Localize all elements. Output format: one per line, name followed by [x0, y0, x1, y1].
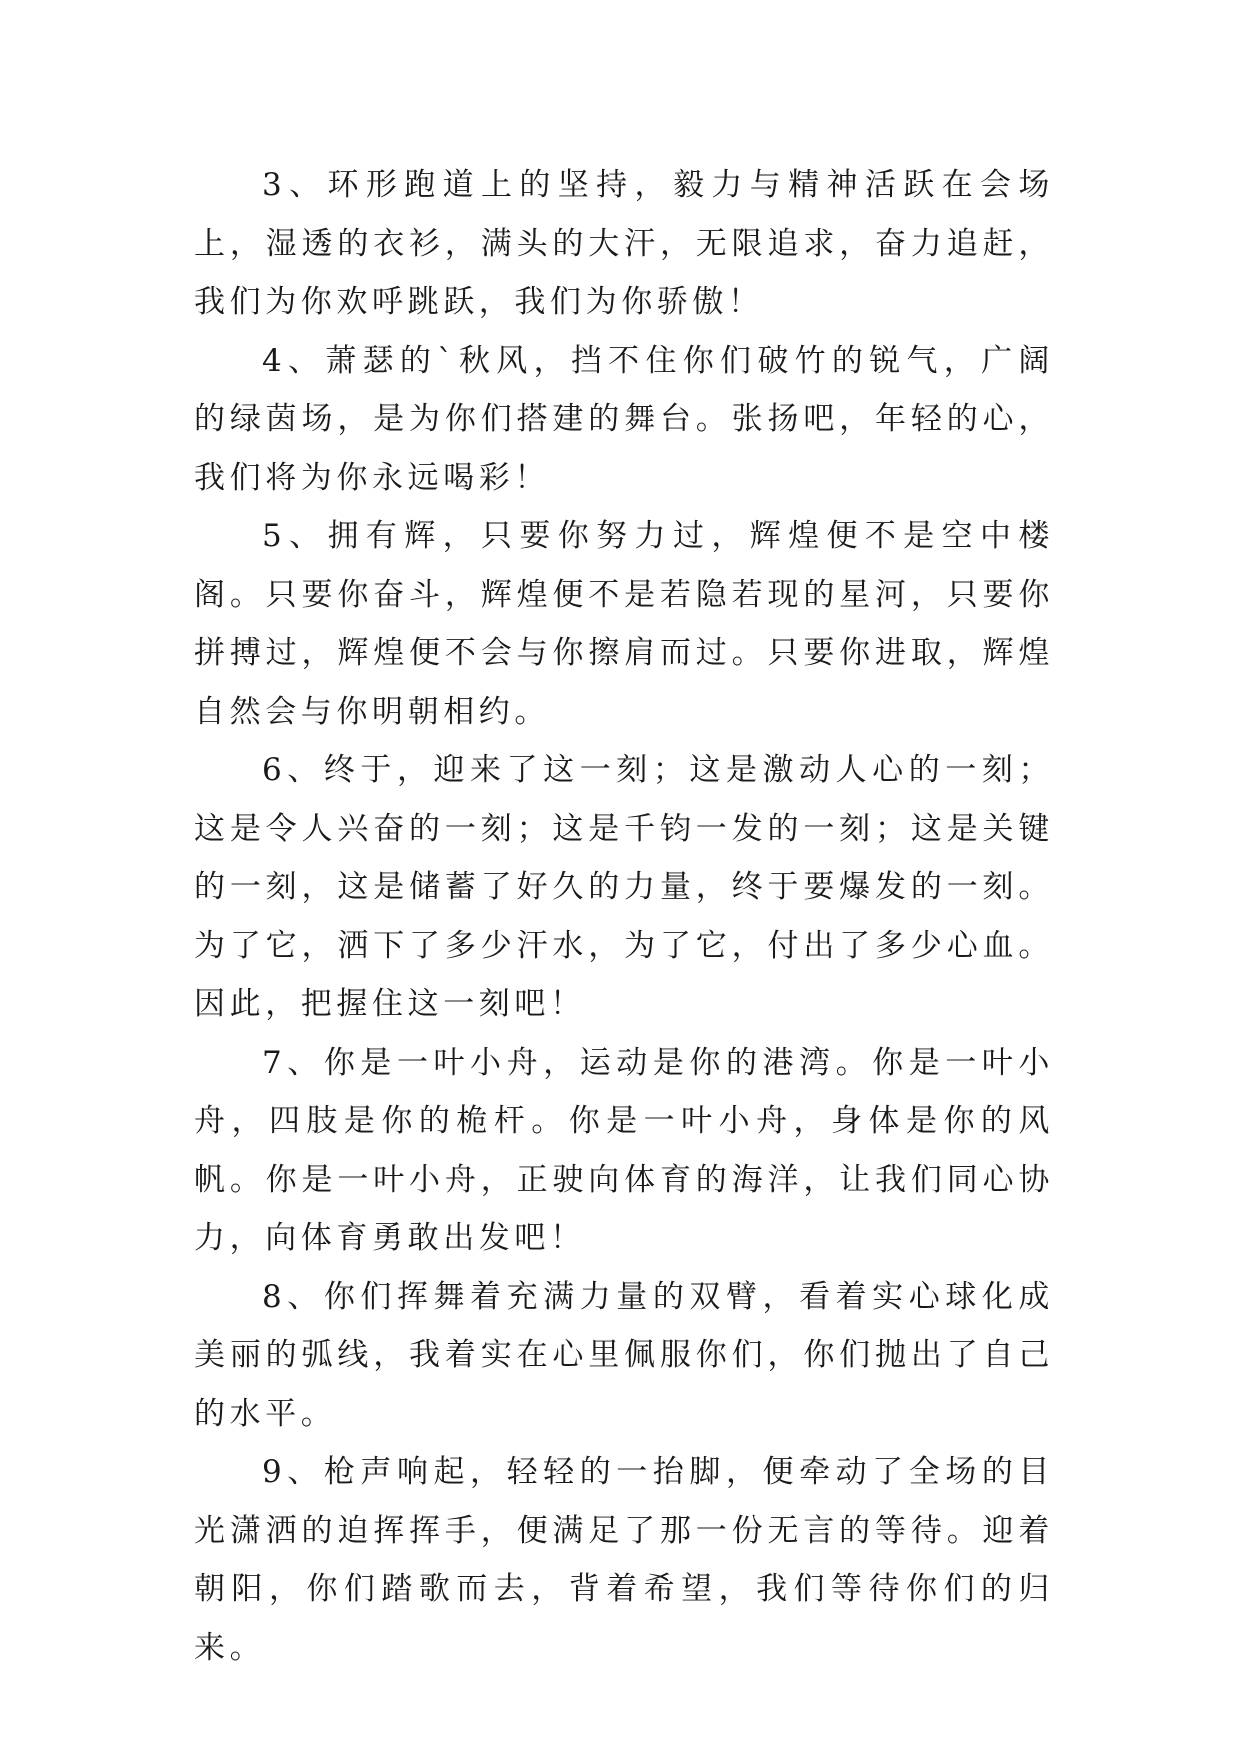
- paragraph-5: 5、拥有辉，只要你努力过，辉煌便不是空中楼阁。只要你奋斗，辉煌便不是若隐若现的星河，只要你拼搏过，辉煌便不会与你擦肩而过。只要你进取，辉煌自然会与你明朝相约。: [194, 518, 1054, 730]
- paragraph-6: 6、终于，迎来了这一刻；这是激动人心的一刻；这是令人兴奋的一刻；这是千钧一发的一刻；这是关键的一刻，这是储蓄了好久的力量，终于要爆发的一刻。为了它，洒下了多少汗水，为了它，付出了多少心血。因此，把握住这一刻吧！: [194, 752, 1054, 1022]
- paragraph-3: 3、环形跑道上的坚持，毅力与精神活跃在会场上，湿透的衣衫，满头的大汗，无限追求，奋力追赶，我们为你欢呼跳跃，我们为你骄傲！: [194, 167, 1054, 320]
- paragraph-8: 8、你们挥舞着充满力量的双臂，看着实心球化成美丽的弧线，我着实在心里佩服你们，你们抛出了自己的水平。: [194, 1278, 1054, 1432]
- document-body: [194, 156, 1054, 1677]
- paragraph-4: 4、萧瑟的`秋风，挡不住你们破竹的锐气，广阔的绿茵场，是为你们搭建的舞台。张扬吧，年轻的心，我们将为你永远喝彩！: [194, 342, 1054, 496]
- paragraph-9: 9、枪声响起，轻轻的一抬脚，便牵动了全场的目光潇洒的迫挥挥手，便满足了那一份无言的等待。迎着朝阳，你们踏歌而去，背着希望，我们等待你们的归来。: [194, 1454, 1054, 1666]
- paragraph-7: 7、你是一叶小舟，运动是你的港湾。你是一叶小舟，四肢是你的桅杆。你是一叶小舟，身体是你的风帆。你是一叶小舟，正驶向体育的海洋，让我们同心协力，向体育勇敢出发吧！: [194, 1044, 1054, 1256]
